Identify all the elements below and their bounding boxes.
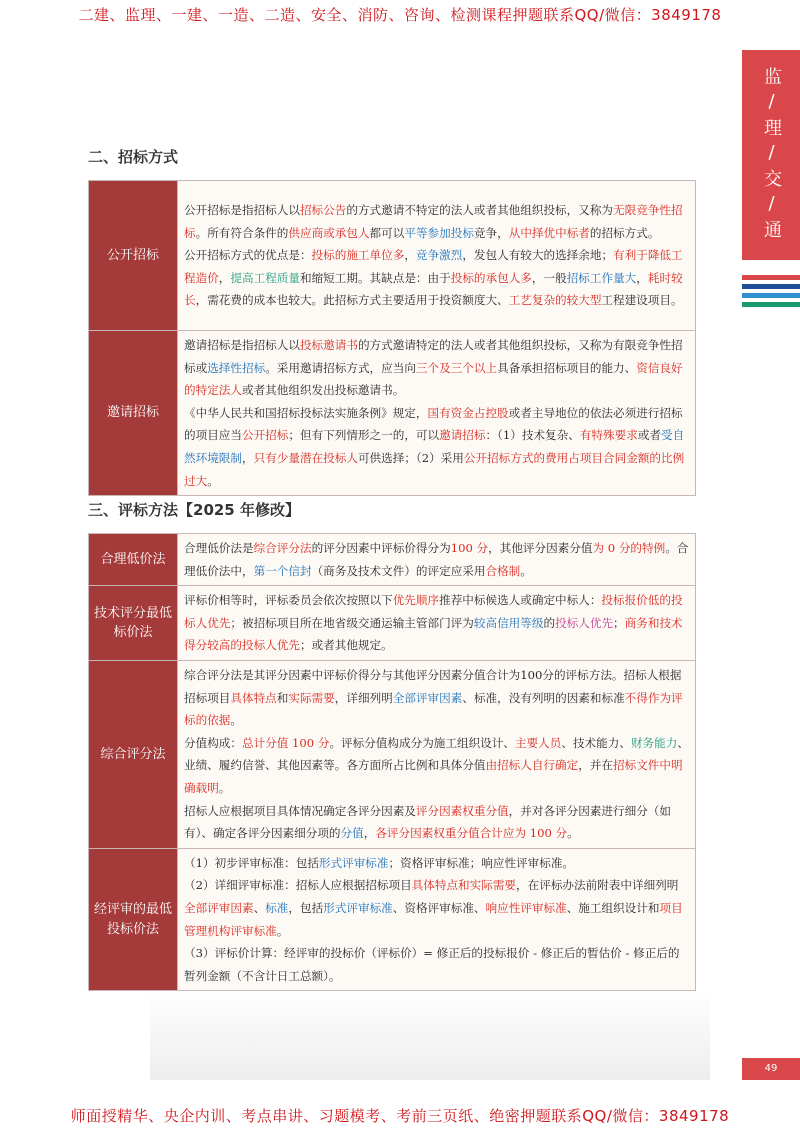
row-content [178,848,696,991]
row-content [178,331,696,496]
highlighted-term: 有利于降低工程造价 [184,248,683,285]
highlighted-term: 资信良好的特定法人 [184,360,683,398]
row-content [178,181,696,331]
text-run: 分值构成： [184,735,242,750]
text-run: ，并在 [578,758,614,773]
text-run: 、技术能力、 [561,735,631,750]
text-run: ；或者其他规定。 [299,638,393,653]
text-run: 都可以 [369,225,405,240]
text-run: 或者主导地位的依法必须进行招标的项目应当 [184,405,683,443]
highlighted-term: 各评分因素权重分值合计应为 100 分 [375,826,568,841]
text-run: 可供选择；（2）采用 [357,450,464,465]
row-content [178,660,696,848]
text-run: ， [218,270,231,285]
highlighted-term: 招标工作量大 [566,270,637,285]
text-run: ， [404,248,416,263]
table-row [89,181,696,331]
text-run: 综合评分法是其评分因素中评标价得分与其他评分因素分值合计为100分的评标方法。招标人根据招标项目 [184,667,682,705]
row-content [178,534,696,586]
text-run: 。采用邀请招标方式，应当向 [265,360,416,375]
text-run: ，并对各评分因素进行细分（如有）、确定各评分因素细分项的 [184,803,671,841]
highlighted-term: 综合评分法 [253,541,312,555]
bidding-methods-table [88,180,696,496]
text-run: 《中华人民共和国招标投标法实施条例》规定， [184,405,428,420]
text-run: 评标价相等时，评标委员会依次按照以下 [184,593,393,608]
highlighted-term: 有特殊要求 [579,428,638,443]
highlighted-term: 邀请招标 [439,428,486,443]
text-run: （3）评标价计算：经评审的投标价（评标价）= 修正后的投标报价 - 修正后的暂估价 - 修正后的暂列金额（不含计日工总额）。 [184,946,680,983]
text-run: ；被招标项目所在地省级交通运输主管部门评为 [230,615,474,630]
text-run: ：（1）技术复杂、 [485,428,580,443]
text-run: 、施工组织设计和 [566,900,660,915]
text-run: 的招标方式。 [589,225,660,240]
highlighted-term: 提高工程质量 [230,270,300,285]
highlighted-term: 由招标人自行确定 [485,758,579,773]
text-run: 招标人应根据项目具体情况确定各评分因素及 [184,803,416,818]
stripe [742,275,800,280]
paragraph [184,402,689,492]
highlighted-term: 选择性招标 [207,360,266,375]
table-row [89,534,696,586]
highlighted-term: 具体特点 [230,690,277,705]
text-run: 邀请招标是指招标人以 [184,338,300,352]
table-row [89,586,696,661]
highlighted-term: 响应性评审标准 [485,900,567,915]
paragraph [184,800,689,845]
section-title-evaluation-methods: 三、评标方法【2025 年修改】 [88,501,300,519]
row-label: 邀请招标 [89,331,178,496]
highlighted-term: 投标的承包人多 [450,270,532,285]
highlighted-term: 第一个信封 [253,563,312,578]
highlighted-term: 分值 [340,826,364,841]
decorative-stripes [742,275,800,311]
top-promo-banner: 二建、监理、一建、一造、二造、安全、消防、咨询、检测课程押题联系QQ/微信：3849178 [78,6,722,24]
highlighted-term: 项目管理机构评审标准 [184,900,683,938]
text-run: 或者其他组织发出投标邀请书。 [241,383,405,398]
text-run: 或者 [637,428,662,443]
highlighted-term: 招标文件中明确载明 [184,758,683,795]
table-row [89,331,696,496]
highlighted-term: 投标的施工单位多 [311,248,405,263]
highlighted-term: 全部评审因素 [184,900,254,915]
text-run: ，其他评分因素分值 [488,541,593,555]
highlighted-term: 三个及三个以上 [415,360,498,375]
text-run: 。评标分值构成分为施工组织设计、 [329,735,515,750]
highlighted-term: 较高信用等级 [473,615,544,630]
highlighted-term: 合格制 [485,563,521,578]
row-label: 技术评分最低标价法 [89,586,178,661]
highlighted-term: 无限竞争性招标 [184,203,683,240]
row-label: 经评审的最低投标价法 [89,848,178,991]
highlighted-term: 具体特点和实际需要 [411,878,517,893]
text-run: 公开招标方式的优点是： [184,248,312,263]
highlighted-term: 优先顺序 [392,593,440,608]
paragraph [184,244,689,312]
highlighted-term: 公开招标方式的费用占项目合同金额的比例过大 [184,450,685,488]
paragraph [184,589,689,657]
text-run: （2）详细评审标准：招标人应根据招标项目 [184,878,412,893]
highlighted-term: 评分因素权重分值 [415,803,509,818]
paragraph [184,942,689,987]
text-run: 具备承担招标项目的能力、 [497,360,637,375]
highlighted-term: 投标人优先 [555,615,614,630]
text-run: 竞争， [473,225,509,240]
text-run: 。 [567,826,579,841]
bottom-promo-banner: 师面授精华、央企内训、考点串讲、习题模考、考前三页纸、绝密押题联系QQ/微信：3849178 [70,1107,730,1125]
text-run: ，一般 [531,270,567,285]
highlighted-term: 平等参加投标 [404,225,474,240]
text-run: ，详细列明 [334,690,393,705]
text-run: 、资格评审标准、 [392,900,486,915]
text-run: ， [363,826,376,841]
paragraph [184,199,689,244]
text-run: （商务及技术文件）的评定应采用 [311,563,486,578]
text-run: 。 [207,473,219,488]
highlighted-term: 投标邀请书 [299,338,358,352]
paragraph [184,874,689,942]
highlighted-term: 受自然环境限制 [184,428,685,465]
highlighted-term: 形式评审标准 [323,900,393,915]
paragraph [184,664,689,732]
highlighted-term: 实际需要 [288,690,335,705]
text-run: 的方式邀请不特定的法人或者其他组织投标，又称为 [346,203,614,218]
row-content [178,586,696,661]
row-label: 合理低价法 [89,534,178,586]
section-title-bidding-methods: 二、招标方式 [88,148,179,166]
highlighted-term: 主要人员 [514,735,562,750]
text-run: 、 [253,900,266,915]
text-run: ，需花费的成本也较大。此招标方式主要适用于投资额度大、 [195,293,509,308]
highlighted-term: 招标公告 [299,203,347,218]
text-run: 公开招标是指招标人以 [184,203,300,218]
text-run: 和 [276,690,289,705]
table-row [89,660,696,848]
highlighted-term: 供应商或承包人 [288,225,370,240]
paragraph [184,852,689,875]
paragraph [184,334,689,402]
page-number: 49 [742,1058,800,1080]
text-run: ；但有下列情形之一的，可以 [288,428,440,443]
text-run: 的评分因素中评标价得分为 [311,541,451,555]
text-run: 。 [520,563,532,578]
highlighted-term: 工艺复杂的较大型 [508,293,602,308]
text-run: 合理低价法是 [184,541,254,555]
highlighted-term: 财务能力 [630,735,678,750]
text-run: ，在评标办法前附表中详细列明 [516,878,679,893]
table-row [89,848,696,991]
highlighted-term: 耗时较长 [184,270,683,308]
text-run: 。 [276,923,289,938]
highlighted-term: 标准 [265,900,289,915]
highlighted-term: 从中择优中标者 [508,225,590,240]
footer-photo-fade [150,990,710,1080]
row-label: 公开招标 [89,181,178,331]
text-run: 。 [230,713,242,728]
stripe [742,293,800,298]
text-run: ，包括 [288,900,324,915]
text-run: 、标准，没有列明的因素和标准 [462,690,625,705]
highlighted-term: 公开招标 [241,428,289,443]
text-run: （1）初步评审标准：包括 [184,855,319,870]
stripe [742,302,800,307]
highlighted-term: 只有少量潜在投标人 [253,450,358,465]
text-run: ；资格评审标准；响应性评审标准。 [388,855,575,870]
highlighted-term: 不得作为评标的依据 [184,690,683,728]
highlighted-term: 形式评审标准 [318,855,389,870]
text-run: 、业绩、履约信誉、其他因素等。各方面所占比例和具体分值 [184,735,689,773]
text-run: ，发包人有较大的选择余地； [462,248,614,263]
stripe [742,284,800,289]
highlighted-term: 投标报价低的投标人优先 [184,593,683,630]
highlighted-term: 竞争激烈 [415,248,463,263]
text-run: ， [636,270,648,285]
text-run: 。所有符合条件的 [195,225,289,240]
text-run: 。 [218,780,231,795]
text-run: 的 [543,615,556,630]
highlighted-term: 100 分 [450,541,489,555]
row-label: 综合评分法 [89,660,178,848]
evaluation-methods-table [88,533,696,991]
text-run: 推荐中标候选人或确定中标人： [439,593,602,608]
text-run: ； [613,615,625,630]
paragraph [184,732,689,800]
paragraph [184,537,689,582]
text-run: 。合理低价法中， [184,541,689,578]
text-run: ， [241,450,254,465]
highlighted-term: 总计分值 100 分 [241,735,330,750]
text-run: 工程建设项目。 [601,293,683,308]
text-run: 的方式邀请特定的法人或者其他组织投标，又称为有限竞争性招标或 [184,338,683,375]
highlighted-term: 为 0 分的特例 [592,541,666,555]
highlighted-term: 国有资金占控股 [427,405,509,420]
text-run: 和缩短工期。其缺点是：由于 [299,270,451,285]
chapter-side-tab: 监/理/交/通 [742,50,800,260]
highlighted-term: 商务和技术得分较高的投标人优先 [184,615,683,653]
highlighted-term: 全部评审因素 [392,690,463,705]
